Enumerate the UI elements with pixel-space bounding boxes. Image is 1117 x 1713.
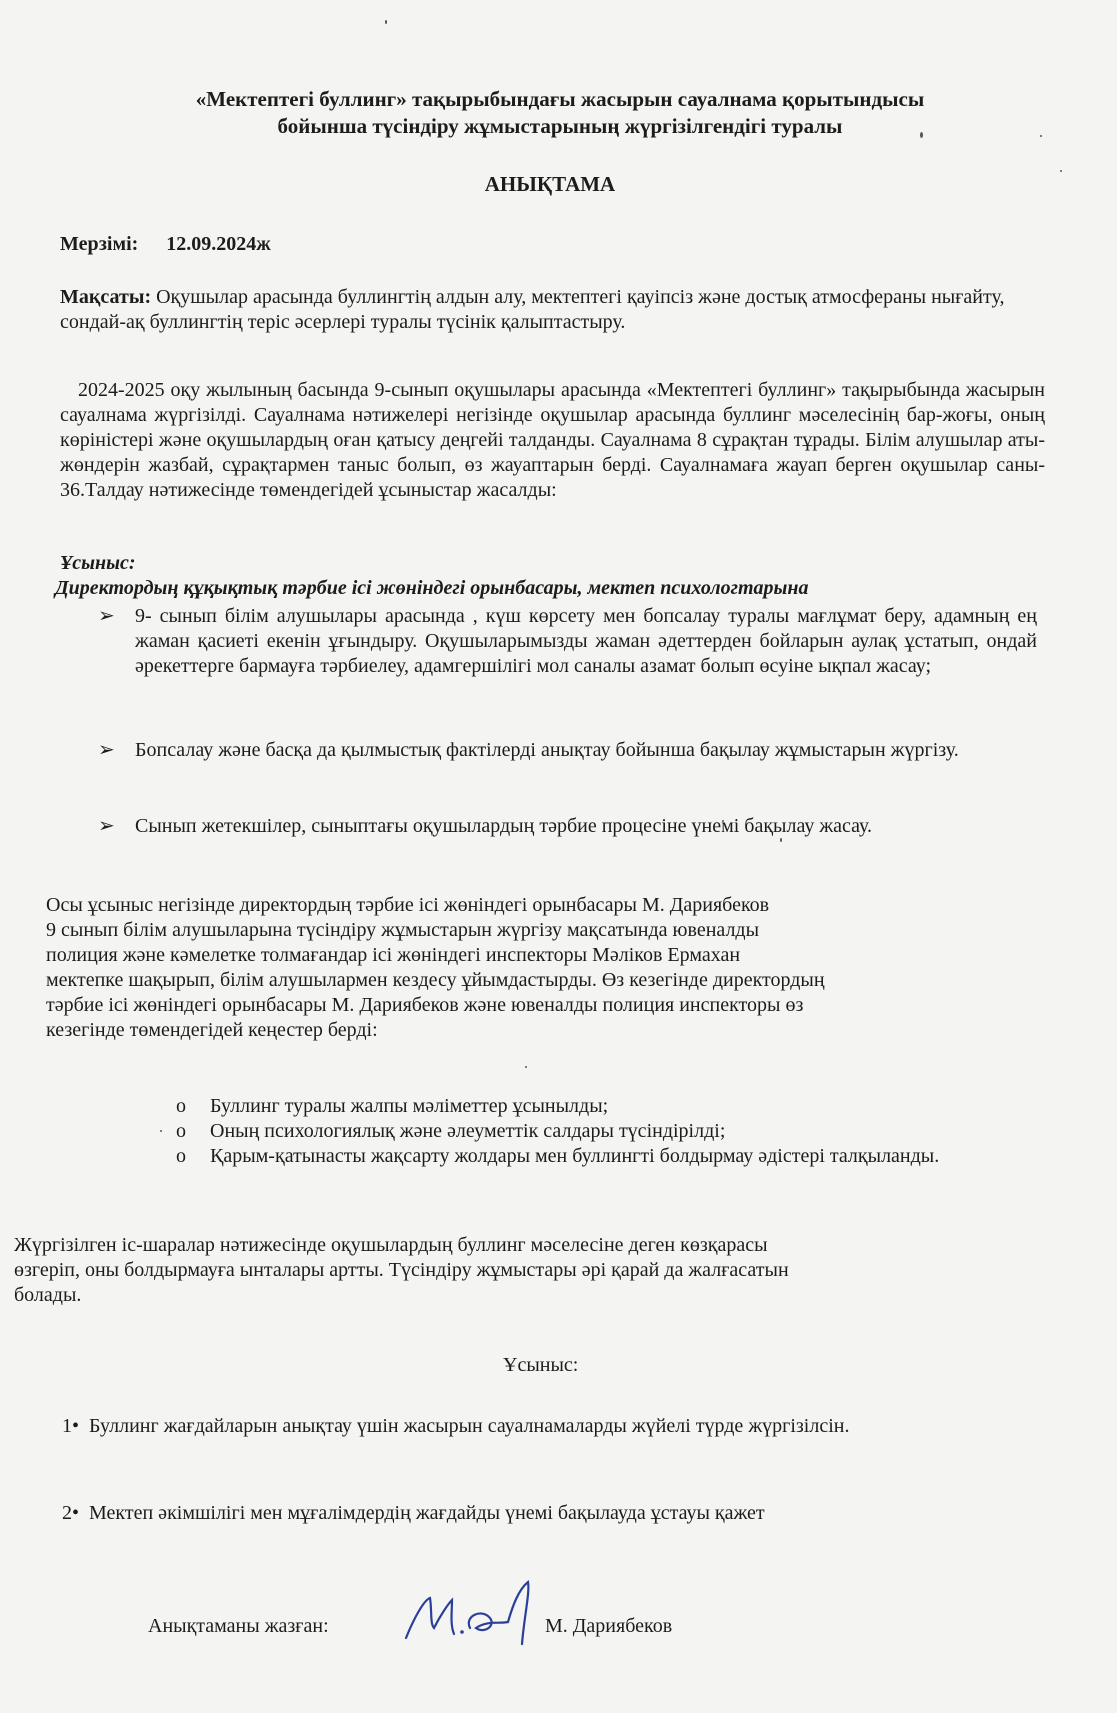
intro-paragraph: 2024-2025 оқу жылының басында 9-сынып оқушылары арасында «Мектептегі буллинг» тақырыбында жасырын сауалнама жүргізілді. Сауалнама нәтижелері негізінде оқушылар арасында буллинг мәселесінің бар-жоғы, оның көріністері және оқушылардың оған қатысу деңгейі талданды. Сауалнама 8 сұрақтан тұрады. Білім алушылар аты-жөндерін жазбай, сұрақтармен таныс болып, өз жауаптарын берді. Сауалнамаға жауап берген оқушылар саны- 36.Талдау нәтижесінде төмендегідей ұсыныстар жасалды: <box>60 379 1045 501</box>
title-line-2: бойынша түсіндіру жұмыстарының жүргізілгендігі туралы <box>277 114 843 138</box>
signature-name: М. Дариябеков <box>545 1615 673 1637</box>
scan-speck <box>160 1130 162 1132</box>
circle-item-1: Буллинг туралы жалпы мәліметтер ұсынылды; <box>210 1095 609 1117</box>
signature-label: Анықтаманы жазған: <box>148 1615 329 1637</box>
date-label: Мерзімі: <box>60 233 139 255</box>
handwritten-signature <box>400 1578 550 1648</box>
circle-bullet-icon: o <box>176 1145 186 1167</box>
recommendation-marker: 2• <box>62 1502 80 1524</box>
goal-text: Оқушылар арасында буллингтің алдын алу, мектептегі қауіпсіз және достық атмосфераны нығайту, сондай-ақ буллингтің теріс әсерлері туралы түсінік қалыптастыру. <box>60 286 1005 333</box>
arrow-item-1: 9- сынып білім алушылары арасында , күш көрсету мен бопсалау туралы мағлұмат беру, адамның ең жаман қасиеті екенін ұғындыру. Оқушыларымызды жаман әдеттерден бойларын аулақ ұстатып, ондай әрекеттерге бармауға тәрбиелеу, адамгершілігі мол саналы азамат болып өсуіне ықпал жасау; <box>135 605 1037 677</box>
arrow-item-3: Сынып жетекшілер, сыныптағы оқушылардың тәрбие процесіне үнемі бақылау жасау. <box>135 815 873 837</box>
goal-paragraph <box>60 285 1050 335</box>
proposal-label: Ұсыныс: <box>60 552 136 574</box>
scan-speck <box>385 20 387 24</box>
follow-line: 9 сынып білім алушыларына түсіндіру жұмыстарын жүргізу мақсатында ювеналды <box>46 919 760 941</box>
follow-up-paragraph <box>46 893 1076 1043</box>
circle-bullet-icon: o <box>176 1120 186 1142</box>
follow-line: тәрбие ісі жөніндегі орынбасары М. Дариябеков және ювеналды полиция инспекторы өз <box>46 994 804 1016</box>
arrow-bullet-icon: ➢ <box>98 739 115 761</box>
document-title <box>60 86 1060 140</box>
arrow-bullet-icon: ➢ <box>98 605 115 627</box>
recommendation-text: Мектеп әкімшілігі мен мұғалімдердің жағдайды үнемі бақылауда ұстауы қажет <box>89 1502 765 1524</box>
recommendation-item-1 <box>62 1414 982 1439</box>
result-line: Жүргізілген іс-шаралар нәтижесінде оқушылардың буллинг мәселесіне деген көзқарасы <box>14 1234 768 1256</box>
recommendation-text: Буллинг жағдайларын анықтау үшін жасырын сауалнамаларды жүйелі түрде жүргізілсін. <box>89 1415 850 1437</box>
document-heading: АНЫҚТАМА <box>484 172 616 196</box>
date-row <box>60 232 271 257</box>
recommendation-marker: 1• <box>62 1415 80 1437</box>
title-line-1: «Мектептегі буллинг» тақырыбындағы жасырын сауалнама қорытындысы <box>195 87 925 111</box>
follow-line: полиция және кәмелетке толмағандар ісі жөніндегі инспекторы Мәліков Ермахан <box>46 944 741 966</box>
date-value: 12.09.2024ж <box>166 233 271 255</box>
proposal-addressee: Директордың құқықтық тәрбие ісі жөніндегі орынбасары, мектеп психологтарына <box>55 577 809 599</box>
circle-bullet-icon: o <box>176 1095 186 1117</box>
recommendation-item-2 <box>62 1501 1062 1526</box>
circle-item-3: Қарым-қатынасты жақсарту жолдары мен буллингті болдырмау әдістері талқыланды. <box>210 1145 940 1167</box>
recommendation-heading: Ұсыныс: <box>503 1354 579 1376</box>
result-line: өзгеріп, оны болдырмауға ынталары артты. Түсіндіру жұмыстары әрі қарай да жалғасатын <box>14 1259 789 1281</box>
arrow-bullet-icon: ➢ <box>98 815 115 837</box>
circle-item-2: Оның психологиялық және әлеуметтік салдары түсіндірілді; <box>210 1120 726 1142</box>
goal-label: Мақсаты: <box>60 286 152 308</box>
follow-line: мектепке шақырып, білім алушылармен кездесу ұйымдастырды. Өз кезегінде директордың <box>46 969 825 991</box>
result-line: болады. <box>14 1284 82 1306</box>
result-paragraph <box>14 1233 1074 1308</box>
scan-speck <box>525 1066 527 1068</box>
arrow-item-2: Бопсалау және басқа да қылмыстық фактілерді анықтау бойынша бақылау жұмыстарын жүргізу. <box>135 739 959 761</box>
follow-line: Осы ұсыныс негізінде директордың тәрбие ісі жөніндегі орынбасары М. Дариябеков <box>46 894 770 916</box>
follow-line: кезегінде төмендегідей кеңестер берді: <box>46 1019 378 1041</box>
